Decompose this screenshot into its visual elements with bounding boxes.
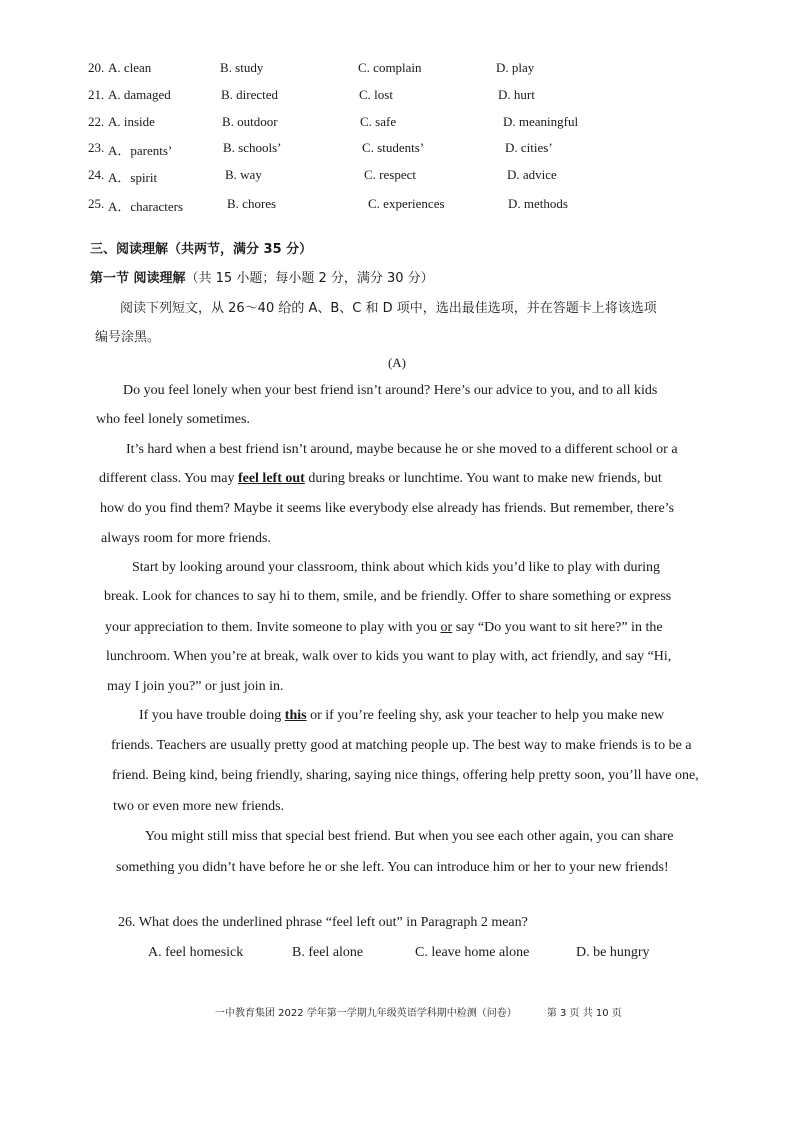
passage-label: (A) bbox=[387, 355, 407, 370]
option-c: C. leave home alone bbox=[415, 945, 530, 960]
option-d: D. play bbox=[496, 60, 535, 75]
text-span: say “Do you want to sit here?” in the bbox=[452, 620, 663, 635]
option-c: C. lost bbox=[359, 87, 393, 102]
option-d: D. methods bbox=[508, 196, 568, 211]
option-number: 21. bbox=[88, 87, 105, 102]
passage-line: Do you feel lonely when your best friend isn’t around? Here’s our advice to you, and to all kids bbox=[123, 383, 658, 398]
instruction-line-1: 阅读下列短文，从 26～40 给的 A、B、C 和 D 项中，选出最佳选项，并在答题卡上将该选项 bbox=[120, 301, 657, 316]
passage-line: Start by looking around your classroom, think about which kids you’d like to play with during bbox=[132, 560, 661, 575]
option-b: B. way bbox=[225, 167, 262, 182]
question-stem: 26. What does the underlined phrase “feel left out” in Paragraph 2 mean? bbox=[118, 915, 528, 930]
passage-line: lunchroom. When you’re at break, walk over to kids you want to play with, act friendly, and say “Hi, bbox=[106, 649, 672, 664]
option-c: C. complain bbox=[358, 60, 422, 75]
passage-line: may I join you?” or just join in. bbox=[107, 679, 284, 694]
option-a: A．parents’ bbox=[108, 143, 173, 158]
option-number: 24. bbox=[88, 167, 105, 182]
passage-line: something you didn’t have before he or she left. You can introduce him or her to your new friends! bbox=[116, 860, 669, 875]
option-d: D. be hungry bbox=[576, 945, 650, 960]
option-a: A. inside bbox=[108, 114, 155, 129]
option-c: C. experiences bbox=[368, 196, 445, 211]
footer-title: 一中教育集团 2022 学年第一学期九年级英语学科期中检测（问卷） bbox=[215, 1008, 517, 1019]
option-b: B. directed bbox=[221, 87, 279, 102]
text-span: your appreciation to them. Invite someone to play with you bbox=[105, 620, 441, 635]
text-span: If you have trouble doing bbox=[139, 708, 285, 723]
option-a: A. feel homesick bbox=[148, 945, 244, 960]
option-a: A. damaged bbox=[108, 87, 171, 102]
option-d: D. cities’ bbox=[505, 140, 553, 155]
question-options bbox=[148, 945, 708, 965]
option-b: B. study bbox=[220, 60, 264, 75]
option-b: B. feel alone bbox=[292, 945, 364, 960]
underlined-phrase: feel left out bbox=[237, 471, 305, 486]
part-label: 第一节 阅读理解 bbox=[90, 271, 186, 286]
option-a: A. clean bbox=[108, 60, 152, 75]
option-d: D. hurt bbox=[498, 87, 535, 102]
passage-line bbox=[99, 471, 662, 487]
passage-line bbox=[139, 708, 664, 724]
option-c: C. respect bbox=[364, 167, 416, 182]
option-number: 23. bbox=[88, 140, 105, 155]
option-number: 25. bbox=[88, 196, 105, 211]
passage-line: break. Look for chances to say hi to them, smile, and be friendly. Offer to share something or express bbox=[104, 589, 672, 604]
underlined-word: or bbox=[440, 620, 453, 635]
part-note: （共 15 小题；每小题 2 分，满分 30 分） bbox=[185, 271, 434, 286]
option-b: B. outdoor bbox=[222, 114, 278, 129]
option-c: C. safe bbox=[360, 114, 397, 129]
option-number: 20. bbox=[88, 60, 105, 75]
option-c: C. students’ bbox=[362, 140, 425, 155]
passage-line: two or even more new friends. bbox=[113, 799, 285, 814]
passage-line: friend. Being kind, being friendly, sharing, saying nice things, offering help pretty soon, you’ll have one, bbox=[112, 768, 699, 783]
option-b: B. chores bbox=[227, 196, 277, 211]
passage-line: always room for more friends. bbox=[101, 531, 271, 546]
page-number: 第 3 页 共 10 页 bbox=[546, 1008, 622, 1019]
text-span: different class. You may bbox=[99, 471, 238, 486]
option-a: A．characters bbox=[108, 199, 184, 214]
passage-line: You might still miss that special best friend. But when you see each other again, you can share bbox=[145, 829, 674, 844]
passage-line: how do you find them? Maybe it seems like everybody else already has friends. But remember, there’s bbox=[100, 501, 675, 516]
text-span: during breaks or lunchtime. You want to make new friends, but bbox=[304, 471, 662, 486]
passage-line: It’s hard when a best friend isn’t around, maybe because he or she moved to a different school or a bbox=[126, 442, 678, 457]
underlined-word: this bbox=[284, 708, 307, 723]
option-d: D. advice bbox=[507, 167, 557, 182]
instruction-line-2: 编号涂黑。 bbox=[95, 330, 161, 345]
section-title: 三、阅读理解（共两节，满分 35 分） bbox=[90, 242, 313, 257]
option-number: 22. bbox=[88, 114, 105, 129]
option-a: A．spirit bbox=[108, 170, 158, 185]
passage-line: who feel lonely sometimes. bbox=[96, 412, 250, 427]
passage-line: friends. Teachers are usually pretty good at matching people up. The best way to make friends is to be a bbox=[111, 738, 692, 753]
option-d: D. meaningful bbox=[503, 114, 579, 129]
passage-line bbox=[105, 620, 663, 636]
page-footer bbox=[215, 1004, 652, 1019]
part-heading bbox=[90, 267, 434, 286]
option-b: B. schools’ bbox=[223, 140, 282, 155]
text-span: or if you’re feeling shy, ask your teacher to help you make new bbox=[306, 708, 665, 723]
